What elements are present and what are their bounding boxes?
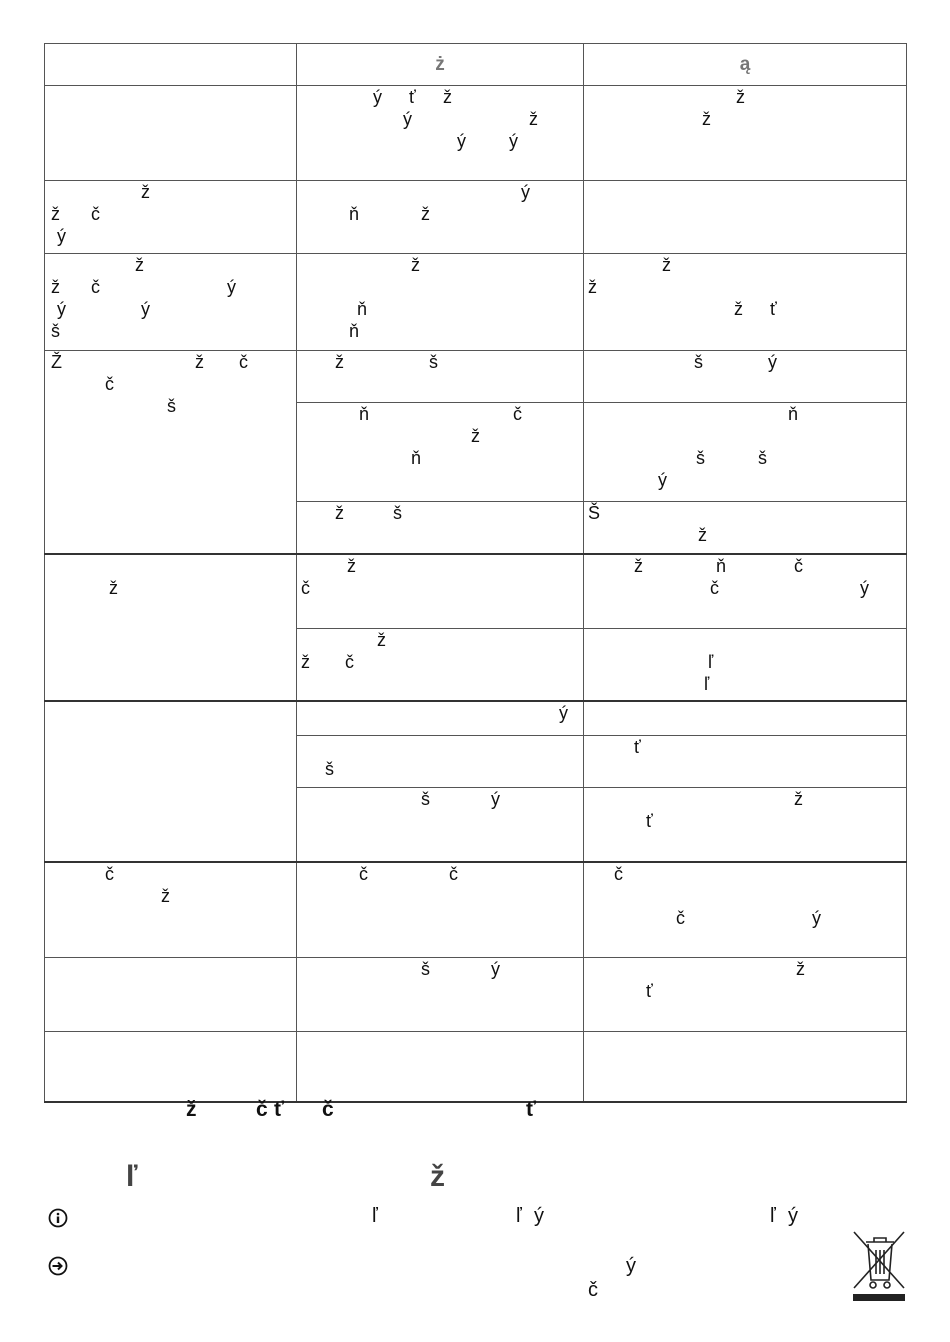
cell-r2-c2: ž ž ž ť	[584, 254, 907, 351]
cell-r1-c1: ý ň ž	[297, 181, 584, 254]
cell-r1-c2	[584, 181, 907, 254]
cell-r8-c1: ý	[297, 701, 584, 736]
cell-r9-c2: ť	[584, 736, 907, 788]
cell-r3-c0: Ž ž č č š	[45, 351, 297, 555]
table-row	[45, 1032, 907, 1102]
cell-r2-c0: ž ž č ý ý ý š	[45, 254, 297, 351]
info-circle-icon	[48, 1208, 68, 1228]
table-row	[45, 862, 907, 958]
cell-r13-c0	[45, 1032, 297, 1102]
table-row	[45, 254, 907, 351]
table-row	[45, 958, 907, 1032]
cell-r8-c0	[45, 701, 297, 862]
table-row	[45, 86, 907, 181]
cell-r12-c1: š ý	[297, 958, 584, 1032]
cell-r9-c1: š	[297, 736, 584, 788]
cell-r10-c1: š ý	[297, 788, 584, 863]
table-row	[45, 554, 907, 629]
cell-r11-c1: č č	[297, 862, 584, 958]
header-col-1: ż	[297, 44, 584, 86]
table-row	[45, 181, 907, 254]
cell-r13-c2	[584, 1032, 907, 1102]
cell-r2-c1: ž ň ň	[297, 254, 584, 351]
info-paragraph: ľ ľ ý ľ ý	[44, 1206, 824, 1234]
cell-r11-c0: č ž	[45, 862, 297, 958]
table-header-row	[45, 44, 907, 86]
cell-r6-c1: ž č	[297, 554, 584, 629]
cell-r12-c0	[45, 958, 297, 1032]
cell-r0-c2: ž ž	[584, 86, 907, 181]
cell-r10-c2: ž ť	[584, 788, 907, 863]
cell-r3-c1: ž š	[297, 351, 584, 403]
cell-r5-c1: ž š	[297, 502, 584, 555]
table-row	[45, 351, 907, 403]
spec-table	[44, 43, 907, 1103]
cell-r11-c2: č č ý	[584, 862, 907, 958]
cell-r7-c1: ž ž č	[297, 629, 584, 702]
header-col-2: ą	[584, 44, 907, 86]
cell-r7-c2: ľ ľ	[584, 629, 907, 702]
cell-r4-c2: ň š š ý	[584, 403, 907, 502]
cell-r5-c2: Š ž	[584, 502, 907, 555]
cell-r4-c1: ň č ž ň	[297, 403, 584, 502]
table-row	[45, 701, 907, 736]
cell-r3-c2: š ý	[584, 351, 907, 403]
cell-r13-c1	[297, 1032, 584, 1102]
table-footnote: ž č ť č ť	[186, 1098, 537, 1121]
cell-r0-c0	[45, 86, 297, 181]
cell-r1-c0: ž ž č ý	[45, 181, 297, 254]
cell-r8-c2	[584, 701, 907, 736]
disposal-paragraph: ý č	[44, 1254, 824, 1304]
cell-r6-c2: ž ň č č ý	[584, 554, 907, 629]
crossed-bin-icon	[850, 1228, 908, 1302]
cell-r12-c2: ž ť	[584, 958, 907, 1032]
cell-r6-c0: ž	[45, 554, 297, 701]
section-heading: ľ ž	[126, 1160, 445, 1193]
header-col-0	[45, 44, 297, 86]
cell-r0-c1: ý ť ž ý ž ý ý	[297, 86, 584, 181]
arrow-right-circle-icon	[48, 1256, 68, 1276]
